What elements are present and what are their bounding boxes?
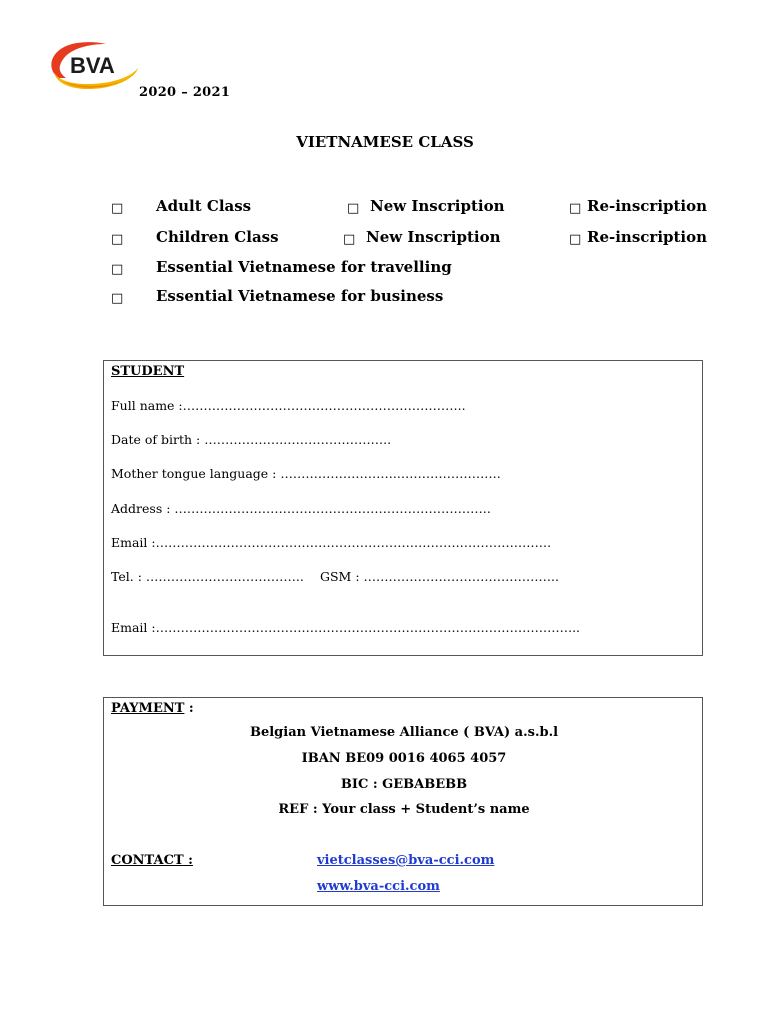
iban: IBAN BE09 0016 4065 4057 [301,751,507,766]
student-section [103,360,703,656]
website-link[interactable]: www.bva-cci.com [317,879,440,894]
contact-heading-suffix: : [183,853,193,868]
page-title: VIETNAMESE CLASS [296,133,474,151]
gsm-field[interactable]: GSM : ……………………………………….. [320,569,559,584]
email-secondary-field[interactable]: Email :…………………………………………………………………….………………….. [111,620,581,635]
payment-section [103,697,703,906]
bva-logo [44,38,140,96]
travelling-checkbox[interactable]: □ [111,262,124,277]
tel-field[interactable]: Tel. : ……………………………….. [111,569,304,584]
payment-reference: REF : Your class + Student’s name [278,802,530,817]
svg-text:BVA: BVA [70,53,115,78]
student-heading: STUDENT [111,364,185,379]
business-checkbox[interactable]: □ [111,291,124,306]
adult-class-checkbox[interactable]: □ [111,201,124,216]
adult-re-inscription-label: Re-inscription [587,197,708,215]
school-year: 2020 – 2021 [139,85,231,100]
children-class-label: Children Class [156,228,279,246]
contact-heading: CONTACT [111,853,184,868]
payment-heading-row [111,701,194,716]
business-label: Essential Vietnamese for business [156,287,444,305]
payment-heading-suffix: : [184,701,194,716]
children-re-inscription-checkbox[interactable]: □ [569,232,582,247]
full-name-field[interactable]: Full name :………………………………………………………….. [111,398,466,413]
email-field[interactable]: Email :……………………………………………………………….…………………. [111,535,552,550]
children-new-inscription-label: New Inscription [366,228,501,246]
address-field[interactable]: Address : …………………………………………………………………. [111,501,491,516]
adult-new-inscription-label: New Inscription [370,197,505,215]
bic: BIC : GEBABEBB [340,777,468,792]
adult-re-inscription-checkbox[interactable]: □ [569,201,582,216]
adult-class-label: Adult Class [156,197,252,215]
children-class-checkbox[interactable]: □ [111,232,124,247]
mother-tongue-field[interactable]: Mother tongue language : ……………………….……………………. [111,466,501,481]
date-of-birth-field[interactable]: Date of birth : ……………….…………………….. [111,432,392,447]
payment-heading: PAYMENT [111,701,185,716]
travelling-label: Essential Vietnamese for travelling [156,258,452,276]
children-new-inscription-checkbox[interactable]: □ [343,232,356,247]
bva-logo-graphic [44,38,140,96]
contact-heading-row [111,853,193,868]
contact-email-link[interactable]: vietclasses@bva-cci.com [317,853,495,868]
organization-name: Belgian Vietnamese Alliance ( BVA) a.s.b.l [249,725,559,740]
adult-new-inscription-checkbox[interactable]: □ [347,201,360,216]
children-re-inscription-label: Re-inscription [587,228,708,246]
